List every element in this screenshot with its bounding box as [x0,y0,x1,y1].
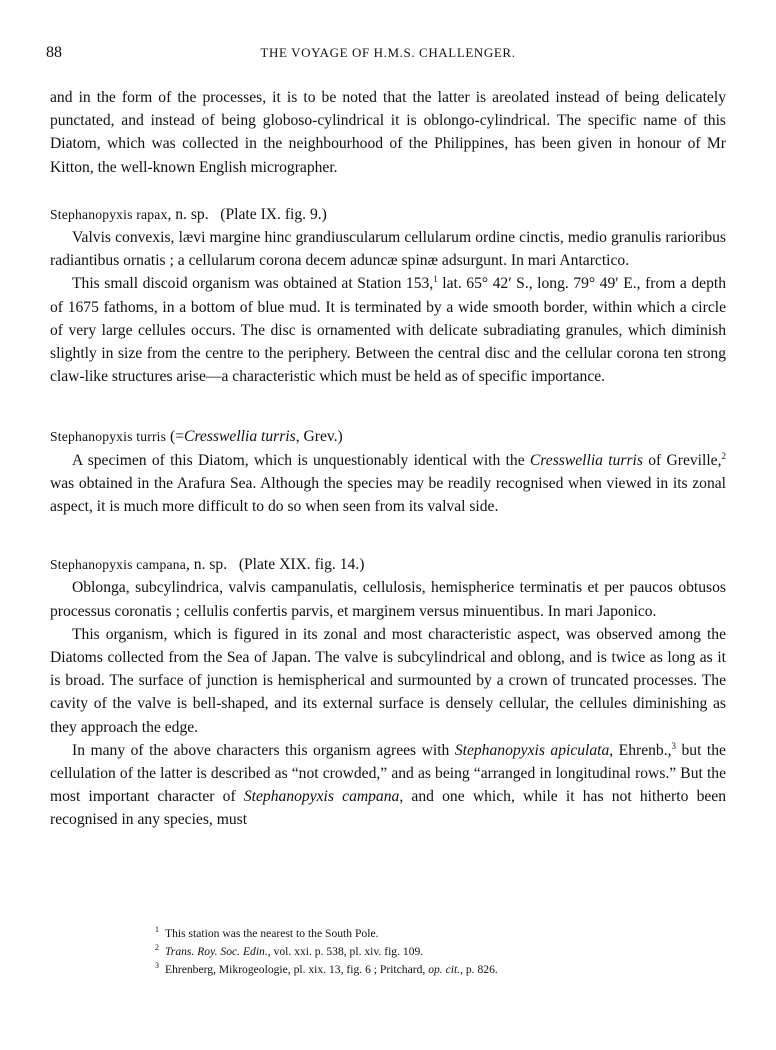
continuation-paragraph: and in the form of the processes, it is to be noted that the latter is areolated instead of being delicately punctated, and instead of being globoso-cylindrical it is oblongo-cylindrical. The specific name of this Diatom, which was collected in the neighbourhood of the Philippines, has been given in honour of Mr Kitton, the well-known English micrographer. [50,89,726,176]
synonym-name: Cresswellia turris [184,428,296,446]
footnote-text: Ehrenberg, Mikrogeologie, pl. xix. 13, fig. 6 ; Pritchard, [165,963,429,976]
footnote-italic: op. cit. [428,963,461,976]
species-name: Stephanopyxis turris [50,429,167,445]
description-text: of Greville, [642,451,722,469]
page-number: 88 [46,44,62,61]
footnotes [155,925,735,979]
footnote-ref-3: 3 [671,740,677,751]
footnote-ref-2: 2 [721,450,726,461]
taxon-italic: Stephanopyxis campana [243,788,400,806]
description-text: In many of the above characters this organism agrees with [72,741,455,759]
description-text: , and one which, while it has not hitherto been recognised in any species, must [50,788,727,829]
description-text: was obtained in the Arafura Sea. Although the species may be readily recognised when viewed in its zonal aspect, it is much more difficult to do so when seen from its valval side. [50,474,726,516]
synonym-open: (= [166,428,185,446]
footnote-1 [155,925,735,943]
footnote-3 [155,961,735,979]
footnote-mark: 2 [155,943,159,953]
footnote-2 [155,943,735,961]
taxon-italic: Cresswellia turris [529,451,643,469]
species-heading-campana [50,553,726,576]
species-name: Stephanopyxis campana [50,557,186,573]
running-header [0,44,776,66]
synonym-close: , Grev.) [295,428,343,446]
species-heading-turris [50,425,726,448]
footnote-italic: Trans. Roy. Soc. Edin. [165,945,268,958]
description-campana: This organism, which is figured in its zonal and most characteristic aspect, was observed among the Diatoms collected from the Sea of Japan. The valve is subcylindrical and oblong, and is twice as long as it is broad. The surface of junction is hemispherical and surmounted by a crown of truncated processes. The cavity of the valve is bell-shaped, and its external surface is densely cellular, the cellules diminishing as they approach the edge. [50,625,726,736]
footnote-ref-1: 1 [433,274,438,285]
latin-diagnosis-rapax: Valvis convexis, lævi margine hinc grandiuscularum cellularum ordine cinctis, medio granulis rarioribus radiantibus ornatis ; a cellularum corona decem aduncæ spinæ adsurgunt. In mari Antarctico. [50,229,726,270]
comparison-campana [50,739,726,832]
species-suffix: , n. sp. [185,556,228,574]
footnote-mark: 3 [155,961,159,971]
main-text [50,86,726,832]
latin-diagnosis-campana: Oblonga, subcylindrica, valvis campanulatis, cellulosis, hemispherice terminatis et per paucos obtusos processus coronatis ; cellulis confertis parvis, et marginem versus minuentibus. In mari Japonico. [50,579,726,620]
footnote-text: This station was the nearest to the South Pole. [165,927,379,940]
description-text: This small discoid organism was obtained at Station 153, [72,275,434,293]
plate-reference: (Plate IX. fig. 9.) [220,205,327,223]
species-suffix: , n. sp. [167,205,209,223]
description-turris [50,449,726,519]
species-heading-rapax [50,203,726,226]
plate-reference: (Plate XIX. fig. 14.) [238,556,365,574]
footnote-text: , p. 826. [460,963,498,976]
species-name: Stephanopyxis rapax [50,206,168,222]
description-text: lat. 65° 42′ S., long. 79° 49′ E., from a depth of 1675 fathoms, in a bottom of blue mud. It is terminated by a wide smooth border, within which a circle of very large cellules occurs. The disc is ornamented with delicate subradiating granules, which diminish slightly in size from the centre to the periphery. Between the central disc and the cellular corona ten strong claw-like structures arise—a characteristic which must be held as of specific importance. [50,275,727,386]
taxon-italic: Stephanopyxis apiculata [454,741,610,759]
description-text: but the cellulation of the latter is described as “not crowded,” and as being “arranged in longitudinal rows.” But the most important character of [50,741,726,806]
description-rapax [50,272,726,388]
running-title: THE VOYAGE OF H.M.S. CHALLENGER. [260,45,516,60]
footnote-text: , vol. xxi. p. 538, pl. xiv. fig. 109. [267,945,424,958]
description-text: A specimen of this Diatom, which is unquestionably identical with the [72,451,530,469]
footnote-mark: 1 [155,925,159,935]
description-text: , Ehrenb., [609,741,672,759]
